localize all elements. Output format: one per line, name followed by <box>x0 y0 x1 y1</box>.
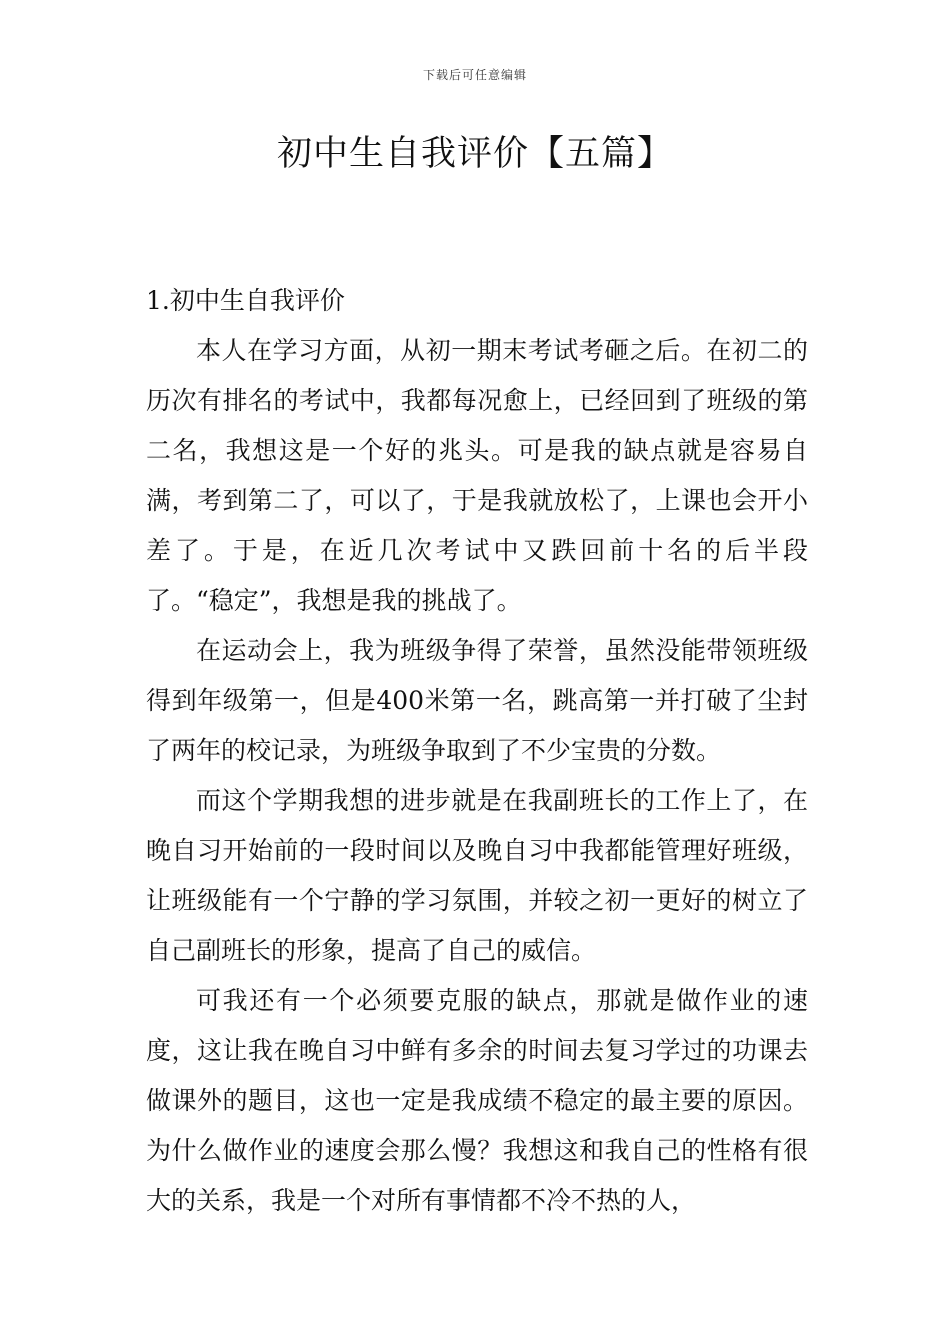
document-title: 初中生自我评价【五篇】 <box>276 134 673 174</box>
paragraph: 可我还有一个必须要克服的缺点，那就是做作业的速度，这让我在晚自习中鲜有多余的时间去复习学过的功课去做课外的题目，这也一定是我成绩不稳定的最主要的原因。为什么做作业的速度会那么慢？我想这和我自己的性格有很大的关系，我是一个对所有事情都不冷不热的人， <box>146 986 808 1215</box>
document-body <box>146 276 808 1226</box>
header-note: 下载后可任意编辑 <box>422 68 527 82</box>
paragraph: 而这个学期我想的进步就是在我副班长的工作上了，在晚自习开始前的一段时间以及晚自习中我都能管理好班级，让班级能有一个宁静的学习氛围，并较之初一更好的树立了自己副班长的形象，提高了自己的威信。 <box>146 786 808 965</box>
section-heading: 1.初中生自我评价 <box>146 286 345 315</box>
paragraph: 本人在学习方面，从初一期末考试考砸之后。在初二的历次有排名的考试中，我都每况愈上，已经回到了班级的第二名，我想这是一个好的兆头。可是我的缺点就是容易自满，考到第二了，可以了，于是我就放松了，上课也会开小差了。于是，在近几次考试中又跌回前十名的后半段了。“稳定”，我想是我的挑战了。 <box>146 336 808 615</box>
paragraph: 在运动会上，我为班级争得了荣誉，虽然没能带领班级得到年级第一，但是400米第一名，跳高第一并打破了尘封了两年的校记录，为班级争取到了不少宝贵的分数。 <box>146 636 808 765</box>
